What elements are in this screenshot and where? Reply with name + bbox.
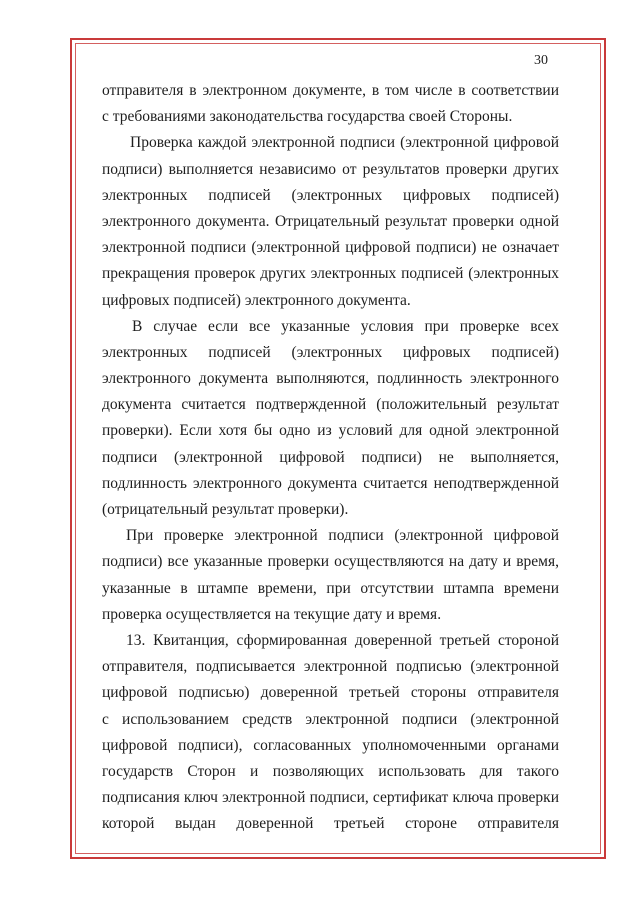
text-line: 13. Квитанция, сформированная доверенной третьей стороной: [126, 631, 559, 649]
text-line: которой выдан доверенной третьей стороне отправителя: [102, 815, 559, 833]
text-line: государств Сторон и позволяющих использовать для такого: [102, 762, 559, 780]
text-line: цифровой подписью) доверенной третьей стороны отправителя: [102, 684, 559, 702]
text-line: прекращения проверок других электронных подписей (электронных: [102, 265, 559, 283]
text-line: подлинность электронного документа считается неподтвержденной: [102, 474, 559, 492]
text-line: проверки). Если хотя бы одно из условий для одной электронной: [102, 422, 559, 440]
text-line: При проверке электронной подписи (электронной цифровой: [126, 527, 559, 545]
text-line: электронных подписей (электронных цифровых подписей): [102, 343, 559, 361]
text-line: отправителя в электронном документе, в том числе в соответствии: [102, 82, 559, 99]
text-line: Проверка каждой электронной подписи (электронной цифровой: [130, 134, 559, 152]
text-line: (отрицательный результат проверки).: [102, 501, 349, 518]
text-line: указанные в штампе времени, при отсутствии штампа времени: [102, 579, 559, 597]
text-line: цифровых подписей) электронного документа.: [102, 291, 411, 309]
text-line: подписи (электронной цифровой подписи) не выполняется,: [102, 448, 559, 466]
text-line: электронной подписи (электронной цифровой подписи) не означает: [102, 239, 559, 257]
body-text: [102, 78, 559, 837]
text-line: документа считается подтвержденной (положительный результат: [102, 396, 559, 414]
text-line: проверка осуществляется на текущие дату и время.: [102, 605, 442, 623]
text-line: подписания ключ электронной подписи, сертификат ключа проверки: [102, 789, 559, 807]
text-line: электронного документа. Отрицательный результат проверки одной: [102, 212, 559, 230]
text-line: цифровой подписи), согласованных уполномоченными органами: [102, 736, 559, 754]
text-line: электронных подписей (электронных цифровых подписей): [102, 186, 559, 204]
page-number: 30: [534, 53, 548, 68]
text-line: отправителя, подписывается электронной подписью (электронной: [102, 658, 559, 676]
text-line: с требованиями законодательства государства своей Стороны.: [102, 108, 513, 126]
text-line: подписи) выполняется независимо от результатов проверки других: [102, 160, 559, 178]
text-line: подписи) все указанные проверки осуществляются на дату и время,: [102, 553, 559, 571]
text-line: с использованием средств электронной подписи (электронной: [102, 710, 559, 728]
text-line: электронного документа выполняются, подлинность электронного: [102, 370, 559, 388]
text-line: В случае если все указанные условия при проверке всех: [132, 317, 559, 335]
